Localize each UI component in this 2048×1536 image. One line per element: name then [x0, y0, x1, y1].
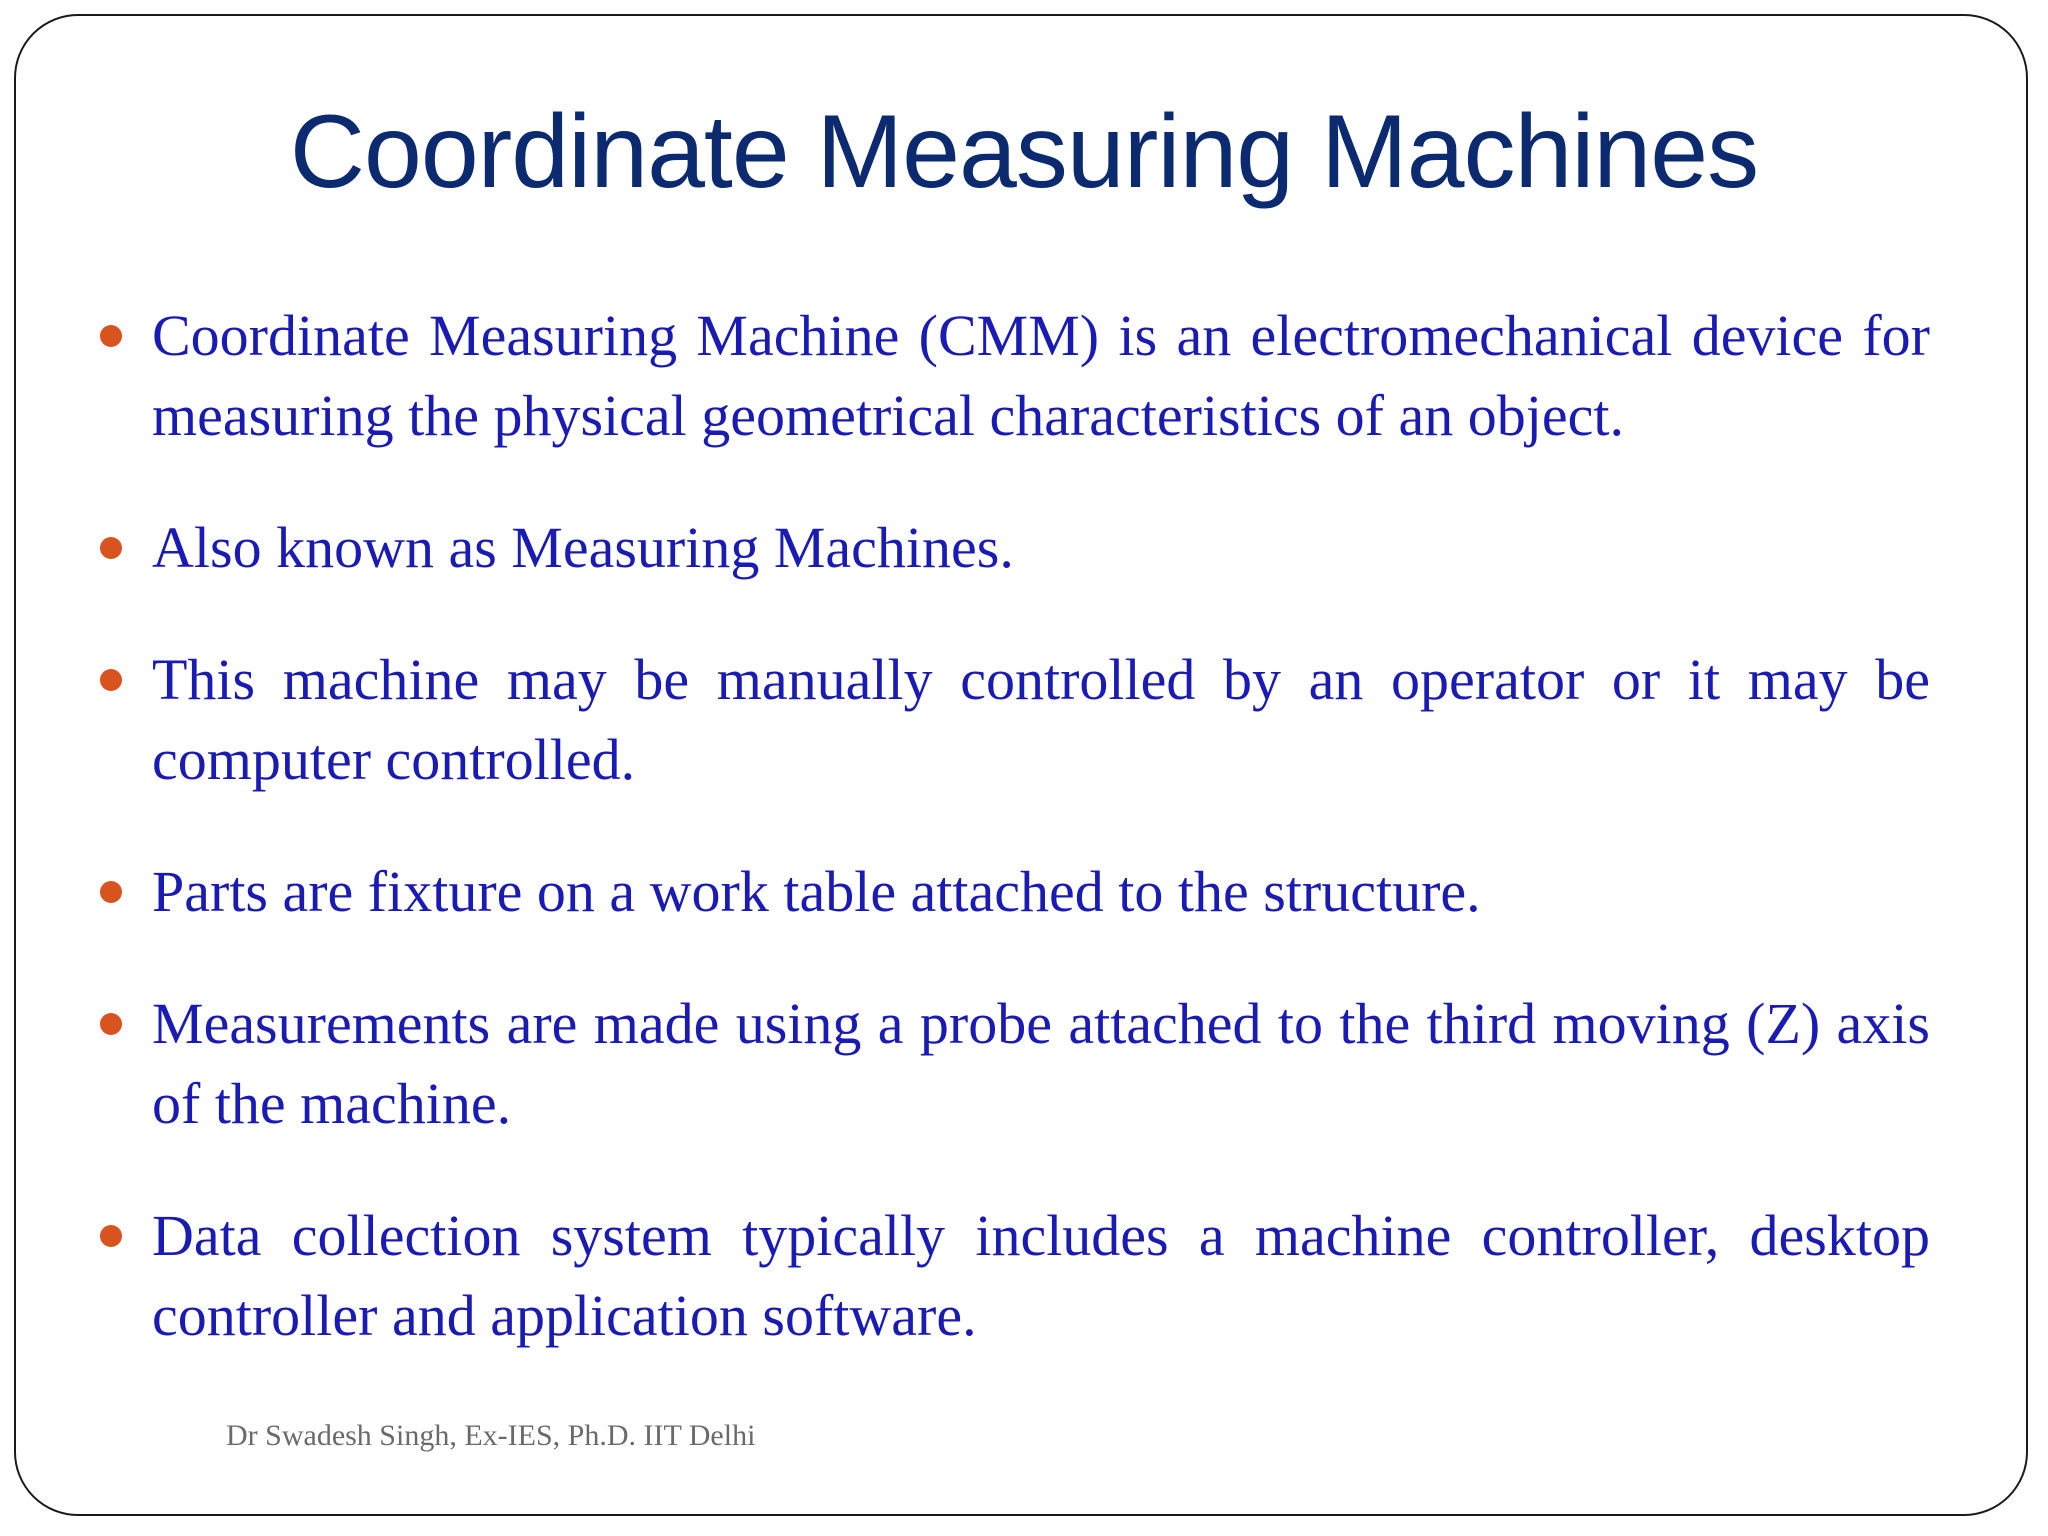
bullet-text: Data collection system typically includes a machine controller, desktop controller and application software.: [152, 1203, 1930, 1348]
bullet-item: [100, 1196, 1930, 1356]
bullet-dot-icon: [100, 1013, 122, 1035]
bullet-dot-icon: [100, 881, 122, 903]
bullet-item: [100, 852, 1930, 932]
bullet-text: Measurements are made using a probe attached to the third moving (Z) axis of the machine.: [152, 991, 1930, 1136]
bullet-dot-icon: [100, 669, 122, 691]
bullet-text: Parts are fixture on a work table attached to the structure.: [152, 859, 1481, 924]
bullet-list: [100, 296, 1930, 1356]
bullet-item: [100, 296, 1930, 456]
bullet-dot-icon: [100, 1225, 122, 1247]
bullet-text: This machine may be manually controlled by an operator or it may be computer controlled.: [152, 647, 1930, 792]
bullet-item: [100, 640, 1930, 800]
bullet-item: [100, 984, 1930, 1144]
slide-footer: Dr Swadesh Singh, Ex-IES, Ph.D. IIT Delhi: [226, 1419, 756, 1452]
bullet-dot-icon: [100, 537, 122, 559]
bullet-text: Coordinate Measuring Machine (CMM) is an electromechanical device for measuring the physical geometrical characteristics of an object.: [152, 303, 1930, 448]
bullet-item: [100, 508, 1930, 588]
slide-title: Coordinate Measuring Machines: [289, 94, 1759, 210]
bullet-text: Also known as Measuring Machines.: [152, 515, 1014, 580]
bullet-dot-icon: [100, 325, 122, 347]
